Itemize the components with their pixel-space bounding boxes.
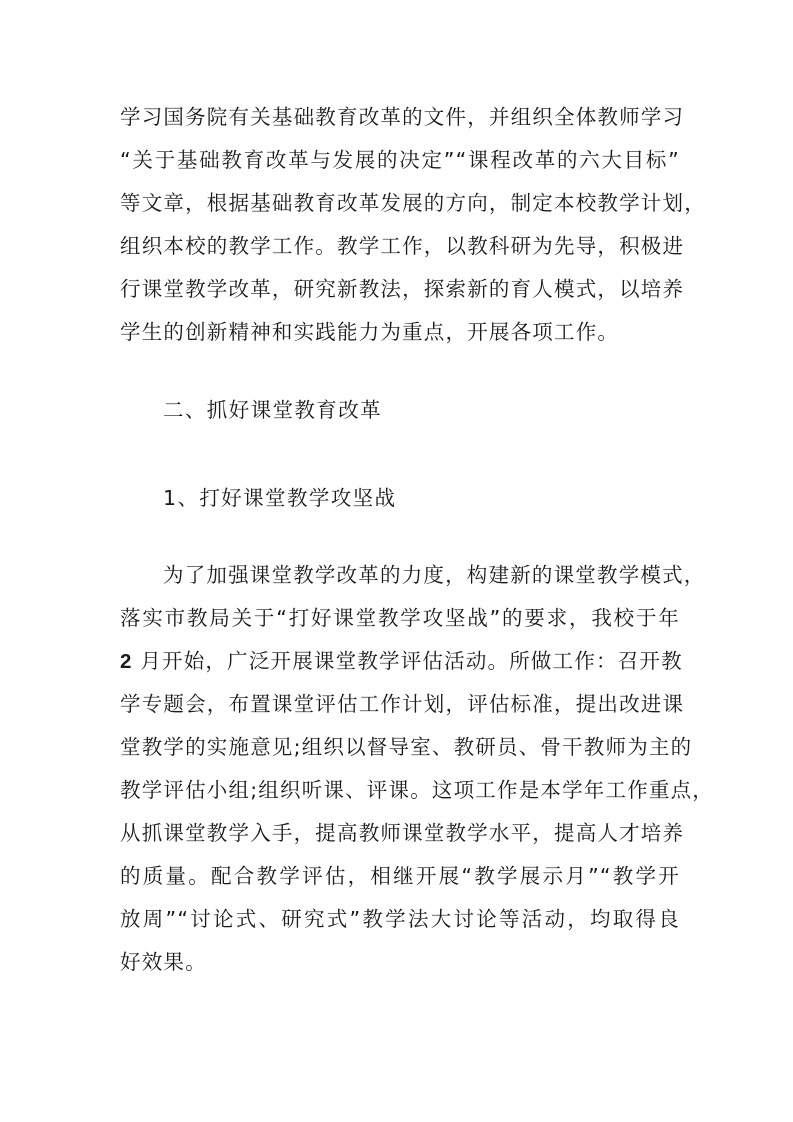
paragraph-1-line-1: 学习国务院有关基础教育改革的文件，并组织全体教师学习: [120, 105, 685, 129]
paragraph-2-line-6: 教学评估小组;组织听课、评课。这项工作是本学年工作重点，: [120, 778, 715, 802]
paragraph-2-line-3-text: 月开始，广泛开展课堂教学评估活动。所做工作：召开教: [140, 649, 683, 673]
subsection-heading: 1、打好课堂教学攻坚战: [163, 486, 397, 510]
paragraph-1-line-6: 学生的创新精神和实践能力为重点，开展各项工作。: [120, 320, 620, 344]
paragraph-1-line-2: “关于基础教育改革与发展的决定”“课程改革的六大目标”: [120, 148, 680, 172]
paragraph-2-line-9: 放周”“讨论式、研究式”教学法大讨论等活动，均取得良: [120, 907, 680, 931]
paragraph-2-line-7: 从抓课堂教学入手，提高教师课堂教学水平，提高人才培养: [120, 821, 685, 845]
paragraph-2-line-5: 堂教学的实施意见;组织以督导室、教研员、骨干教师为主的: [120, 735, 693, 759]
paragraph-2-line-8: 的质量。配合教学评估，相继开展“教学展示月”“教学开: [120, 864, 680, 888]
paragraph-2-line-2: 落实市教局关于“打好课堂教学攻坚战”的要求，我校于年: [120, 606, 680, 630]
paragraph-2-line-4: 学专题会，布置课堂评估工作计划，评估标准，提出改进课: [120, 692, 685, 716]
paragraph-2-line-3: [120, 647, 683, 676]
section-heading: 二、抓好课堂教育改革: [163, 398, 382, 422]
paragraph-1-line-4: 组织本校的教学工作。教学工作，以教科研为先导，积极进: [120, 234, 685, 258]
paragraph-1-line-5: 行课堂教学改革，研究新教法，探索新的育人模式，以培养: [120, 277, 685, 301]
paragraph-1-line-3: 等文章，根据基础教育改革发展的方向，制定本校教学计划，: [120, 191, 706, 215]
paragraph-2-line-10: 好效果。: [120, 950, 207, 974]
paragraph-2-line-1: 为了加强课堂教学改革的力度，构建新的课堂教学模式，: [163, 563, 706, 587]
month-number: 2: [120, 650, 133, 673]
